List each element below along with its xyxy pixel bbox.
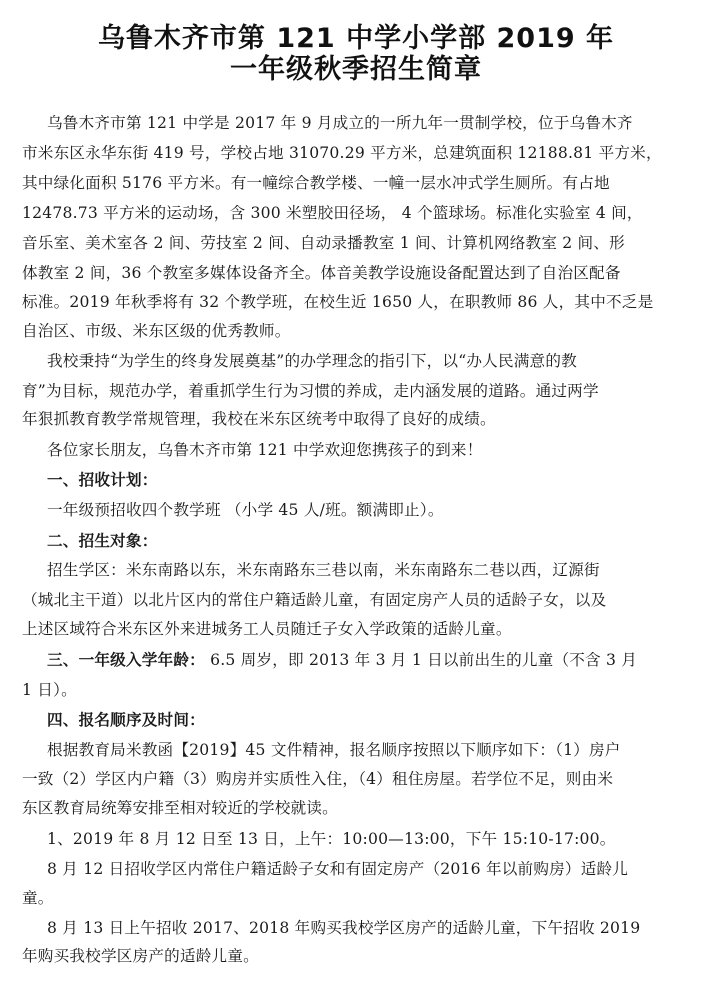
section-line: 1 日）。 bbox=[22, 681, 77, 699]
section-line: 根据教育局米教函【2019】45 文件精神，报名顺序按照以下顺序如下：（1）房户 bbox=[47, 741, 621, 759]
intro-line: 自治区、市级、米东区级的优秀教师。 bbox=[22, 322, 291, 340]
section-line: （城北主干道）以北片区内的常住户籍适龄儿童，有固定房产人员的适龄子女，以及 bbox=[22, 591, 607, 609]
intro-line: 体教室 2 间，36 个教室多媒体设备齐全。体音美教学设施设备配置达到了自治区配备 bbox=[22, 264, 621, 282]
section-line: 8 月 12 日招收学区内常住户籍适龄子女和有固定房产（2016 年以前购房）适龄儿 bbox=[47, 860, 629, 878]
intro-line: 标准。2019 年秋季将有 32 个教学班，在校生近 1650 人，在职教师 86 人，其中不乏是 bbox=[22, 293, 654, 311]
welcome-line: 各位家长朋友，乌鲁木齐市第 121 中学欢迎您携孩子的到来！ bbox=[47, 441, 483, 459]
intro-line: 市米东区永华东街 419 号，学校占地 31070.29 平方米，总建筑面积 12188.81 平方米， bbox=[22, 144, 662, 162]
section-line: 8 月 13 日上午招收 2017、2018 年购买我校学区房产的适龄儿童，下午招收 2019 bbox=[47, 919, 641, 937]
document-title-line1: 乌鲁木齐市第 121 中学小学部 2019 年 bbox=[97, 23, 615, 54]
philosophy-line: 育”为目标，规范办学，着重抓学生行为习惯的养成，走内涵发展的道路。通过两学 bbox=[22, 382, 599, 400]
section-line: 年购买我校学区房产的适龄儿童。 bbox=[22, 947, 259, 965]
philosophy-line: 我校秉持“为学生的终身发展奠基”的办学理念的指引下，以“办人民满意的教 bbox=[47, 352, 577, 370]
intro-line: 音乐室、美术室各 2 间、劳技室 2 间、自动录播教室 1 间、计算机网络教室 2 间、形 bbox=[22, 234, 625, 252]
intro-line: 乌鲁木齐市第 121 中学是 2017 年 9 月成立的一所九年一贯制学校，位于乌鲁木齐 bbox=[47, 114, 633, 132]
section-line: 1、2019 年 8 月 12 日至 13 日，上午：10:00—13:00，下午 15:10-17:00。 bbox=[47, 830, 616, 848]
intro-line: 其中绿化面积 5176 平方米。有一幢综合教学楼、一幢一层水冲式学生厕所。有占地 bbox=[22, 174, 610, 192]
intro-line: 12478.73 平方米的运动场，含 300 米塑胶田径场， 4 个篮球场。标准化实验室 4 间， bbox=[22, 204, 643, 222]
section-line: 童。 bbox=[22, 889, 54, 907]
section-heading-enrollment-targets: 二、招生对象： bbox=[47, 532, 158, 550]
section-line: 招生学区：米东南路以东，米东南路东三巷以南，米东南路东二巷以西，辽源街 bbox=[47, 561, 600, 579]
section-line: 一年级预招收四个教学班 （小学 45 人/班。额满即止）。 bbox=[47, 501, 444, 519]
section-line: 东区教育局统筹安排至相对较近的学校就读。 bbox=[22, 799, 338, 817]
section-heading-registration: 四、报名顺序及时间： bbox=[47, 711, 205, 729]
section-line: 一致（2）学区内户籍（3）购房并实质性入住，（4）租住房屋。若学位不足，则由米 bbox=[22, 770, 614, 788]
philosophy-line: 年狠抓教育教学常规管理，我校在米东区统考中取得了良好的成绩。 bbox=[22, 410, 496, 428]
section-heading-enrollment-plan: 一、招收计划： bbox=[47, 471, 158, 489]
section-line: 上述区域符合米东区外来进城务工人员随迁子女入学政策的适龄儿童。 bbox=[22, 620, 512, 638]
document-title-line2: 一年级秋季招生简章 bbox=[230, 54, 482, 85]
section-age-line bbox=[47, 650, 694, 670]
section-inline-text: 6.5 周岁，即 2013 年 3 月 1 日以前出生的儿童（不含 3 月 bbox=[204, 651, 638, 669]
section-heading-admission-age: 三、一年级入学年龄： bbox=[47, 651, 205, 669]
